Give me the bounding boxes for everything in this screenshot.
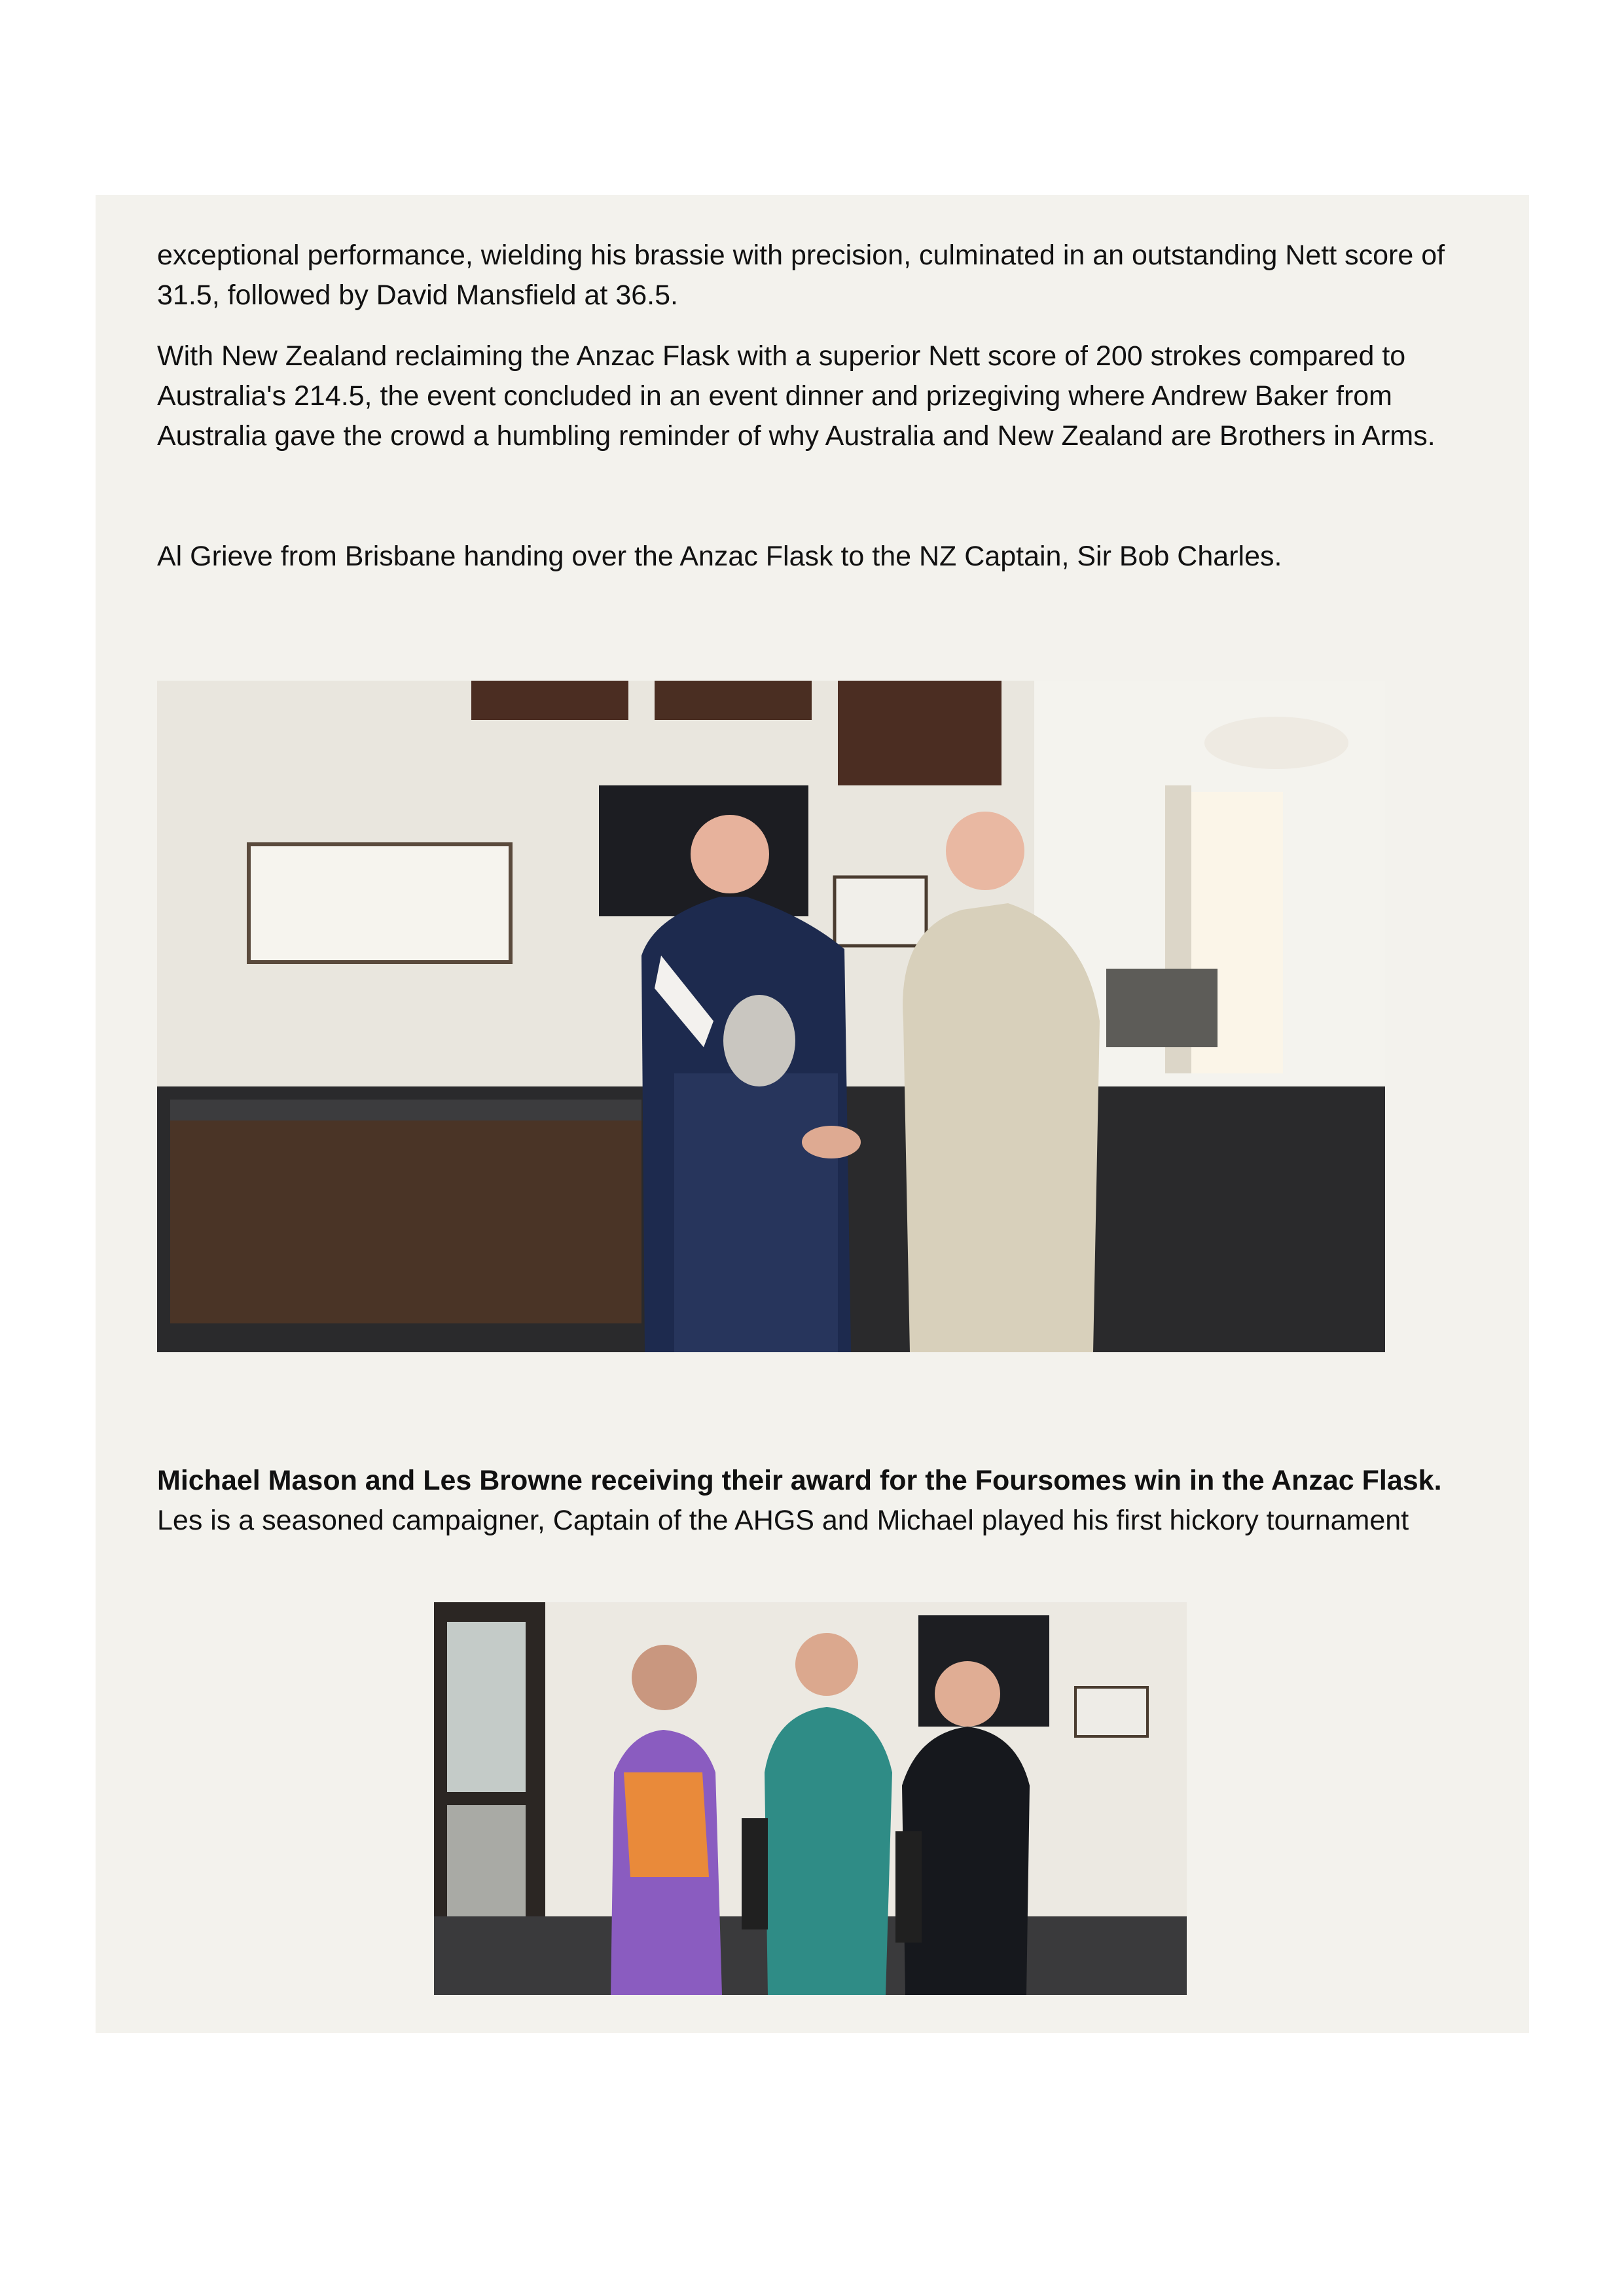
caption-photo-2-heading: Michael Mason and Les Browne receiving their award for the Foursomes win in the Anzac Flask. — [157, 1465, 1442, 1496]
paragraph-result: With New Zealand reclaiming the Anzac Flask with a superior Nett score of 200 strokes compared to Australia's 214.5, the event concluded in an event dinner and prizegiving where Andrew Baker from Australia gave the crowd a humbling reminder of why Australia and New Zealand are Brothers in Arms. — [157, 340, 1435, 452]
photo-flask-handover-image — [157, 681, 1385, 1352]
photo-foursomes-winners — [434, 1602, 1187, 1995]
caption-photo-1: Al Grieve from Brisbane handing over the Anzac Flask to the NZ Captain, Sir Bob Charles. — [157, 541, 1282, 572]
caption-photo-2-body: Les is a seasoned campaigner, Captain of the AHGS and Michael played his first hickory tournament — [157, 1505, 1409, 1536]
photo-flask-handover — [157, 681, 1385, 1352]
paragraph-performance: exceptional performance, wielding his brassie with precision, culminated in an outstanding Nett score of 31.5, followed by David Mansfield at 36.5. — [157, 240, 1445, 311]
photo-foursomes-winners-image — [434, 1602, 1187, 1995]
